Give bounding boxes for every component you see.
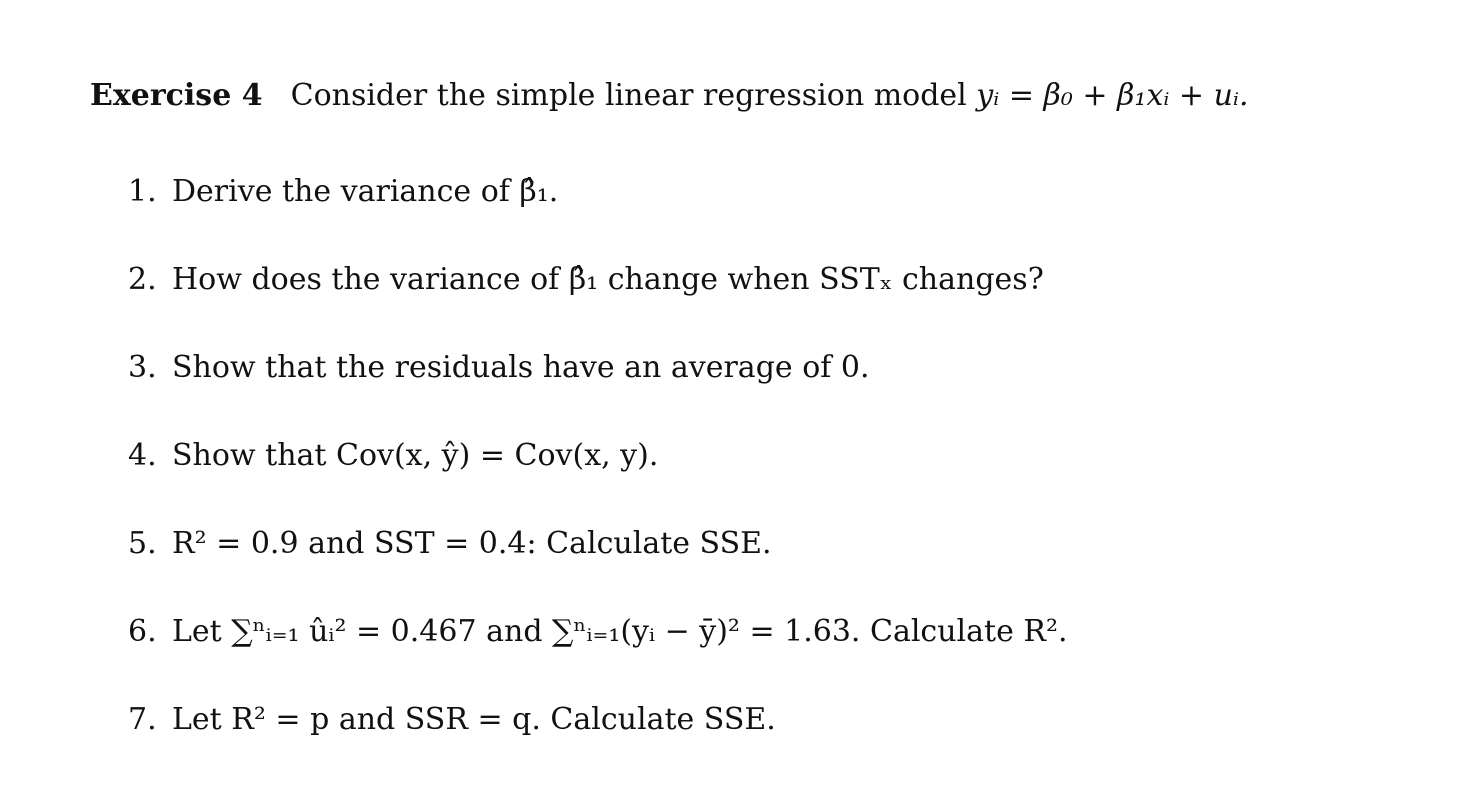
item-number: 5. (128, 526, 157, 561)
item-text: How does the variance of β̂₁ change when SSTₓ changes? (172, 262, 1044, 297)
item-text: Show that the residuals have an average of 0. (172, 350, 870, 385)
exercise-items-list (128, 170, 1068, 786)
list-item (128, 346, 1068, 434)
item-number: 3. (128, 350, 157, 385)
list-item (128, 610, 1068, 698)
exercise-label: Exercise 4 (90, 78, 263, 113)
item-number: 7. (128, 702, 157, 737)
list-item (128, 434, 1068, 522)
item-text: Derive the variance of β̂₁. (172, 174, 559, 209)
item-text: R² = 0.9 and SST = 0.4: Calculate SSE. (172, 526, 772, 561)
item-text: Show that Cov(x, ŷ) = Cov(x, y). (172, 438, 659, 473)
item-text: Let ∑ⁿᵢ₌₁ ûᵢ² = 0.467 and ∑ⁿᵢ₌₁(yᵢ − ȳ)² = 1.63. Calculate R². (172, 614, 1068, 649)
list-item (128, 258, 1068, 346)
regression-model-formula: yᵢ = β₀ + β₁xᵢ + uᵢ. (976, 78, 1249, 113)
item-number: 4. (128, 438, 157, 473)
item-text: Let R² = p and SSR = q. Calculate SSE. (172, 702, 776, 737)
item-number: 1. (128, 174, 157, 209)
list-item (128, 170, 1068, 258)
item-number: 6. (128, 614, 157, 649)
item-number: 2. (128, 262, 157, 297)
exercise-intro: Consider the simple linear regression model (290, 78, 977, 113)
list-item (128, 698, 1068, 786)
exercise-header (90, 74, 1249, 118)
list-item (128, 522, 1068, 610)
